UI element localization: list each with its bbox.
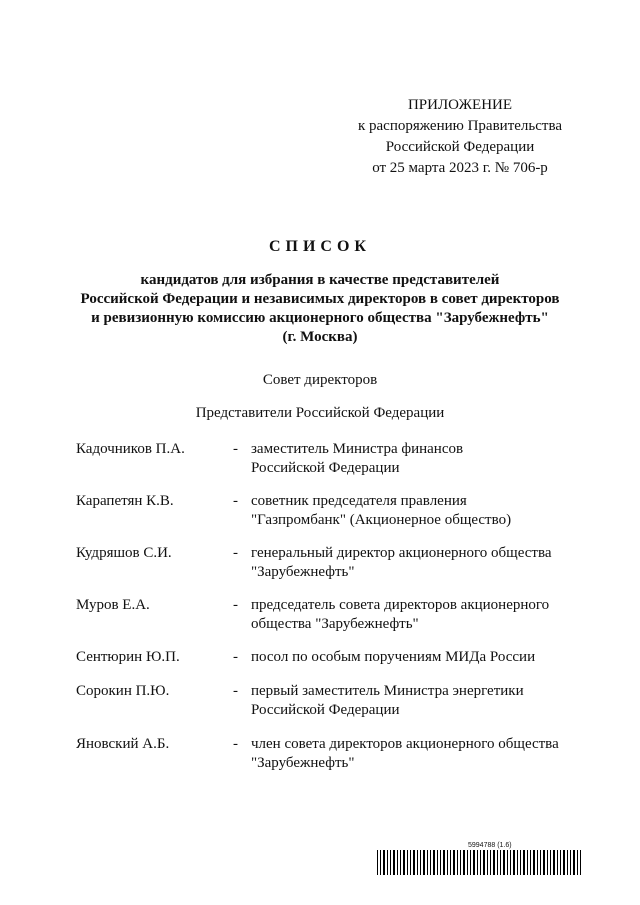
member-dash: - (233, 683, 238, 699)
appendix-date-number: от 25 марта 2023 г. № 706-р (372, 160, 548, 176)
position-line: Российской Федерации (251, 460, 400, 476)
document-title: СПИСОК (268, 238, 372, 255)
member-dash: - (233, 493, 238, 509)
position-line: генеральный директор акционерного общества (251, 545, 552, 561)
member-dash: - (233, 597, 238, 613)
position-line: общества "Зарубежнефть" (251, 616, 419, 632)
document-subtitle (40, 271, 600, 347)
barcode-number: 5994788 (1.6) (468, 842, 512, 849)
member-dash: - (233, 441, 238, 457)
subtitle-line: и ревизионную комиссию акционерного общества "Зарубежнефть" (91, 310, 549, 326)
member-name: Муров Е.А. (76, 597, 150, 613)
section-board-of-directors: Совет директоров (262, 372, 378, 388)
position-line: первый заместитель Министра энергетики (251, 683, 524, 699)
member-name: Яновский А.Б. (76, 736, 170, 752)
position-line: "Зарубежнефть" (251, 755, 355, 771)
member-name: Карапетян К.В. (76, 493, 174, 509)
member-position (251, 735, 559, 773)
member-dash: - (233, 736, 238, 752)
member-dash: - (233, 545, 238, 561)
appendix-reference: к распоряжению Правительства (357, 118, 562, 134)
member-position (251, 648, 535, 667)
position-line: посол по особым поручениям МИДа России (251, 649, 536, 665)
position-line: заместитель Министра финансов (251, 441, 464, 457)
position-line: Российской Федерации (251, 702, 400, 718)
subtitle-line: кандидатов для избрания в качестве представителей (140, 272, 500, 288)
member-position (251, 544, 552, 582)
appendix-label: ПРИЛОЖЕНИЕ (407, 97, 513, 113)
position-line: советник председателя правления (251, 493, 467, 509)
member-name: Кадочников П.А. (76, 441, 185, 457)
position-line: "Зарубежнефть" (251, 564, 355, 580)
member-name: Сорокин П.Ю. (76, 683, 170, 699)
title-block (40, 237, 600, 347)
member-name: Сентюрин Ю.П. (76, 649, 180, 665)
position-line: председатель совета директоров акционерного (251, 597, 550, 613)
appendix-government: Российской Федерации (385, 139, 535, 155)
member-dash: - (233, 649, 238, 665)
position-line: член совета директоров акционерного общества (251, 736, 559, 752)
subtitle-line: (г. Москва) (282, 329, 358, 345)
member-position (251, 682, 524, 720)
member-position (251, 492, 511, 530)
appendix-header (340, 95, 580, 179)
position-line: "Газпромбанк" (Акционерное общество) (251, 512, 512, 528)
subtitle-line: Российской Федерации и независимых директоров в совет директоров (80, 291, 560, 307)
barcode-image (377, 850, 585, 875)
member-position (251, 440, 463, 478)
member-name: Кудряшов С.И. (76, 545, 172, 561)
section-federation-representatives: Представители Российской Федерации (195, 405, 445, 421)
member-position (251, 596, 549, 634)
